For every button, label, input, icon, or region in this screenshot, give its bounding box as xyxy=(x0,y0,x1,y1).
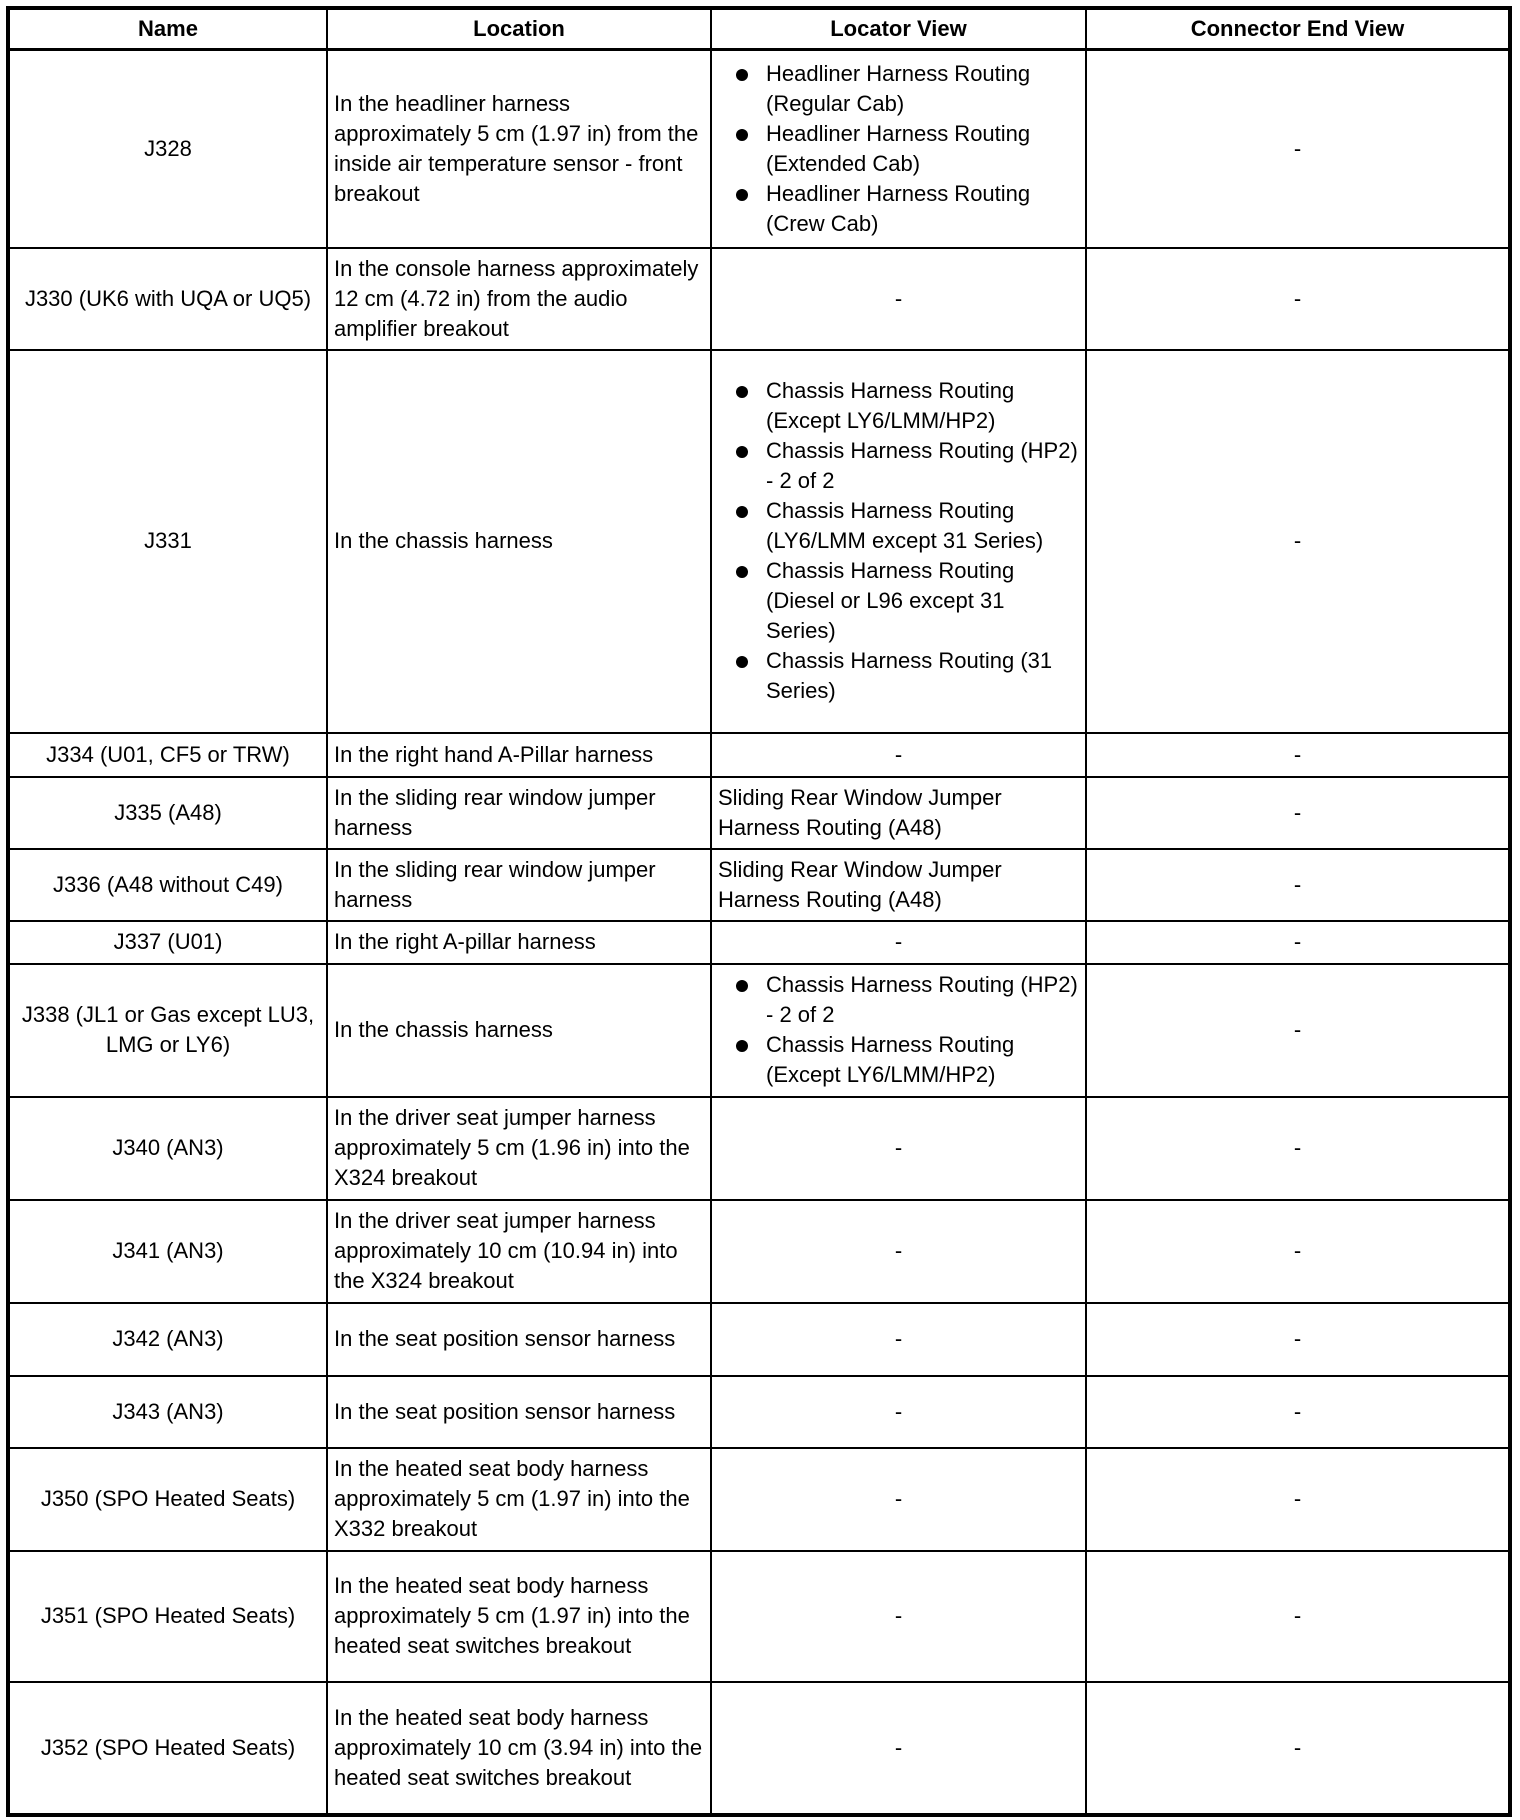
name-cell: J342 (AN3) xyxy=(8,1303,327,1376)
location-cell: In the driver seat jumper harness approximately 10 cm (10.94 in) into the X324 breakout xyxy=(327,1200,711,1303)
table-row xyxy=(8,1551,1510,1682)
locator-list xyxy=(718,970,1079,1090)
location-cell: In the sliding rear window jumper harness xyxy=(327,849,711,921)
name-cell: J352 (SPO Heated Seats) xyxy=(8,1682,327,1815)
table-row xyxy=(8,1200,1510,1303)
table-row xyxy=(8,50,1510,248)
locator-link[interactable]: Headliner Harness Routing (Crew Cab) xyxy=(718,179,1079,239)
name-cell: J341 (AN3) xyxy=(8,1200,327,1303)
locator-view-cell xyxy=(711,350,1086,733)
location-cell: In the headliner harness approximately 5 cm (1.97 in) from the inside air temperature sensor - front breakout xyxy=(327,50,711,248)
connector-end-view-cell: - xyxy=(1086,50,1510,248)
table-row xyxy=(8,964,1510,1097)
locator-view-cell xyxy=(711,964,1086,1097)
header-locator-view: Locator View xyxy=(711,8,1086,50)
locator-link[interactable]: Chassis Harness Routing (LY6/LMM except 31 Series) xyxy=(718,496,1079,556)
table-row xyxy=(8,1097,1510,1200)
connector-end-view-cell: - xyxy=(1086,1682,1510,1815)
table-row xyxy=(8,921,1510,964)
locator-link[interactable]: Chassis Harness Routing (HP2) - 2 of 2 xyxy=(718,436,1079,496)
table-row xyxy=(8,777,1510,849)
name-cell: J335 (A48) xyxy=(8,777,327,849)
locator-view-cell: - xyxy=(711,1682,1086,1815)
table-row xyxy=(8,1376,1510,1448)
table-row xyxy=(8,733,1510,777)
locator-view-cell: - xyxy=(711,1303,1086,1376)
header-name: Name xyxy=(8,8,327,50)
name-cell: J331 xyxy=(8,350,327,733)
locator-view-cell xyxy=(711,50,1086,248)
connector-table xyxy=(6,6,1512,1817)
connector-end-view-cell: - xyxy=(1086,1376,1510,1448)
locator-link[interactable]: Chassis Harness Routing (HP2) - 2 of 2 xyxy=(718,970,1079,1030)
name-cell: J343 (AN3) xyxy=(8,1376,327,1448)
table-row xyxy=(8,248,1510,350)
table-row xyxy=(8,1682,1510,1815)
connector-end-view-cell: - xyxy=(1086,964,1510,1097)
locator-link[interactable]: Chassis Harness Routing (Except LY6/LMM/HP2) xyxy=(718,376,1079,436)
location-cell: In the console harness approximately 12 cm (4.72 in) from the audio amplifier breakout xyxy=(327,248,711,350)
connector-end-view-cell: - xyxy=(1086,1097,1510,1200)
location-cell: In the seat position sensor harness xyxy=(327,1303,711,1376)
name-cell: J328 xyxy=(8,50,327,248)
name-cell: J350 (SPO Heated Seats) xyxy=(8,1448,327,1551)
locator-view-cell: - xyxy=(711,921,1086,964)
name-cell: J330 (UK6 with UQA or UQ5) xyxy=(8,248,327,350)
table-row xyxy=(8,1303,1510,1376)
location-cell: In the heated seat body harness approximately 5 cm (1.97 in) into the heated seat switches breakout xyxy=(327,1551,711,1682)
locator-view-cell: - xyxy=(711,1551,1086,1682)
location-cell: In the right hand A-Pillar harness xyxy=(327,733,711,777)
location-cell: In the driver seat jumper harness approximately 5 cm (1.96 in) into the X324 breakout xyxy=(327,1097,711,1200)
connector-end-view-cell: - xyxy=(1086,733,1510,777)
header-connector-end-view: Connector End View xyxy=(1086,8,1510,50)
locator-view-cell: - xyxy=(711,1200,1086,1303)
locator-view-cell: Sliding Rear Window Jumper Harness Routing (A48) xyxy=(711,849,1086,921)
connector-end-view-cell: - xyxy=(1086,1448,1510,1551)
connector-end-view-cell: - xyxy=(1086,849,1510,921)
locator-view-cell: - xyxy=(711,248,1086,350)
locator-list xyxy=(718,376,1079,706)
locator-link[interactable]: Chassis Harness Routing (31 Series) xyxy=(718,646,1079,706)
location-cell: In the heated seat body harness approximately 10 cm (3.94 in) into the heated seat switches breakout xyxy=(327,1682,711,1815)
name-cell: J338 (JL1 or Gas except LU3, LMG or LY6) xyxy=(8,964,327,1097)
table-row xyxy=(8,849,1510,921)
location-cell: In the right A-pillar harness xyxy=(327,921,711,964)
header-row xyxy=(8,8,1510,50)
name-cell: J334 (U01, CF5 or TRW) xyxy=(8,733,327,777)
connector-end-view-cell: - xyxy=(1086,1551,1510,1682)
name-cell: J351 (SPO Heated Seats) xyxy=(8,1551,327,1682)
locator-link[interactable]: Chassis Harness Routing (Diesel or L96 except 31 Series) xyxy=(718,556,1079,646)
table-row xyxy=(8,350,1510,733)
locator-view-cell: Sliding Rear Window Jumper Harness Routing (A48) xyxy=(711,777,1086,849)
location-cell: In the seat position sensor harness xyxy=(327,1376,711,1448)
name-cell: J336 (A48 without C49) xyxy=(8,849,327,921)
connector-end-view-cell: - xyxy=(1086,1200,1510,1303)
locator-view-cell: - xyxy=(711,1448,1086,1551)
locator-link[interactable]: Headliner Harness Routing (Regular Cab) xyxy=(718,59,1079,119)
header-location: Location xyxy=(327,8,711,50)
name-cell: J340 (AN3) xyxy=(8,1097,327,1200)
connector-end-view-cell: - xyxy=(1086,777,1510,849)
locator-link[interactable]: Chassis Harness Routing (Except LY6/LMM/HP2) xyxy=(718,1030,1079,1090)
locator-view-cell: - xyxy=(711,1097,1086,1200)
connector-end-view-cell: - xyxy=(1086,921,1510,964)
location-cell: In the heated seat body harness approximately 5 cm (1.97 in) into the X332 breakout xyxy=(327,1448,711,1551)
connector-end-view-cell: - xyxy=(1086,350,1510,733)
location-cell: In the chassis harness xyxy=(327,350,711,733)
table-row xyxy=(8,1448,1510,1551)
name-cell: J337 (U01) xyxy=(8,921,327,964)
location-cell: In the sliding rear window jumper harness xyxy=(327,777,711,849)
locator-list xyxy=(718,59,1079,239)
locator-view-cell: - xyxy=(711,733,1086,777)
connector-end-view-cell: - xyxy=(1086,1303,1510,1376)
locator-view-cell: - xyxy=(711,1376,1086,1448)
location-cell: In the chassis harness xyxy=(327,964,711,1097)
connector-end-view-cell: - xyxy=(1086,248,1510,350)
locator-link[interactable]: Headliner Harness Routing (Extended Cab) xyxy=(718,119,1079,179)
